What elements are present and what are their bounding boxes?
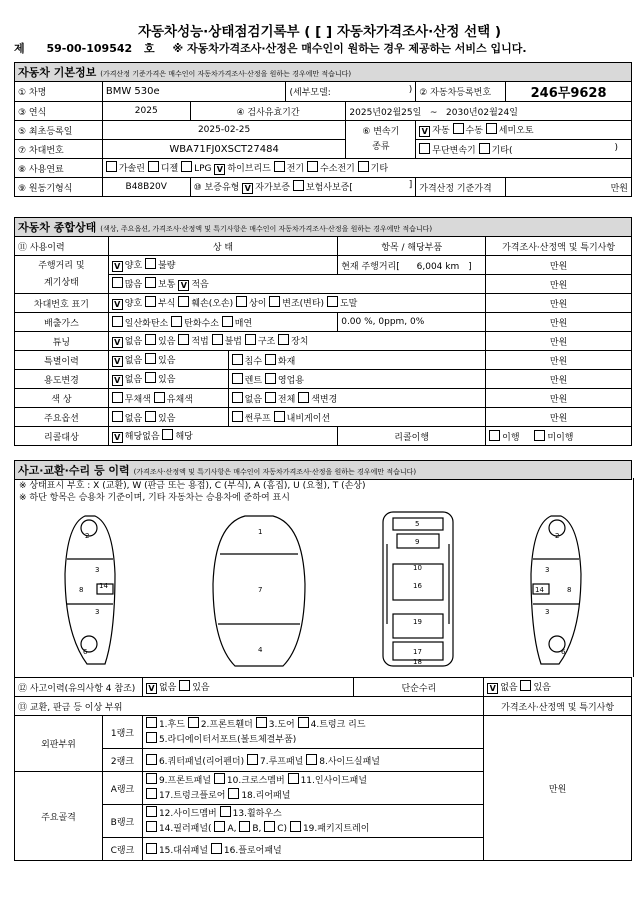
checkbox [154, 392, 165, 403]
col-history: ⑪ 사용이력 [15, 237, 109, 256]
warranty-options [190, 178, 416, 197]
svg-text:9: 9 [415, 538, 420, 546]
option-label: 4.트렁크 리드 [310, 720, 366, 730]
vin-label: ⑦ 차대번호 [15, 140, 103, 159]
option-label: 불량 [158, 261, 176, 271]
rankC-label: C랭크 [102, 838, 142, 861]
option-label: 16.플로어패널 [223, 845, 282, 856]
option-label: ⑩ 보증유형 [193, 183, 240, 193]
price-std-unit: 만원 [506, 178, 632, 197]
option-label: 무채색 [124, 394, 151, 405]
svg-text:3: 3 [95, 566, 100, 574]
option-label: 보통 [158, 280, 176, 290]
option-label: 기타 [370, 164, 389, 174]
option-label: 없음 [244, 394, 263, 405]
option-label: 1.후드 [158, 720, 185, 730]
svg-text:2: 2 [85, 532, 90, 540]
table-cell [108, 389, 228, 408]
option-label: C) [277, 824, 288, 834]
checkbox [145, 411, 156, 422]
option-label: 6,004 km [416, 261, 460, 272]
detail-model [286, 82, 416, 102]
option-label: 화재 [277, 356, 296, 367]
checkbox: V [112, 375, 123, 386]
validity-period [346, 102, 632, 121]
table-cell [108, 427, 337, 446]
overall-heading: 자동차 종합상태 (색상, 주요옵션, 가격조사·산정액 및 특기사항은 매수인이 자동차가격조사·산정을 원하는 경우에만 적습니다) [15, 218, 632, 237]
rank1-label: 1랭크 [102, 716, 142, 749]
color-label: 색 상 [15, 389, 109, 408]
option-label: 9.프론트패널 [158, 776, 212, 786]
option-label: 없음 [124, 356, 143, 366]
svg-text:2: 2 [555, 532, 560, 540]
checkbox [278, 334, 289, 345]
svg-text:6: 6 [561, 648, 566, 656]
checkbox [162, 429, 173, 440]
checkbox [232, 373, 243, 384]
table-cell [108, 313, 337, 332]
checkbox [247, 754, 258, 765]
checkbox [145, 277, 156, 288]
option-label: 14.필러패널( [158, 824, 212, 834]
option-label: 불법 [224, 337, 242, 347]
svg-text:8: 8 [79, 586, 84, 594]
option-label: 8.사이드실패널 [319, 756, 381, 767]
vin-mark-label: 차대번호 표기 [15, 294, 109, 313]
col-state: 상 태 [108, 237, 337, 256]
option-label: 적법 [191, 337, 209, 347]
table-cell [108, 275, 485, 294]
price-color: 만원 [486, 389, 632, 408]
option-label: 17.트렁크플로어 [158, 791, 226, 801]
usage-label: 용도변경 [15, 370, 109, 389]
first-reg-date: 2025-02-25 [102, 121, 346, 140]
checkbox [274, 161, 285, 172]
option-label: 있음 [192, 683, 210, 693]
svg-text:6: 6 [83, 648, 88, 656]
table-cell [228, 351, 485, 370]
table-cell [108, 408, 228, 427]
rankA-label: A랭크 [102, 772, 142, 805]
rank2-label: 2랭크 [102, 749, 142, 772]
checkbox [146, 773, 157, 784]
checkbox [298, 392, 309, 403]
checkbox: V [112, 432, 123, 443]
option-label: 기타( [491, 145, 513, 156]
price-options: 만원 [486, 408, 632, 427]
main-frame-label: 주요골격 [15, 772, 103, 861]
option-label: 일산화탄소 [124, 318, 169, 329]
option-label: 무단변속기 [432, 145, 476, 156]
checkbox [236, 296, 247, 307]
option-label: (세부모델: [289, 88, 331, 98]
vehicle-standard-note: ※ 하단 항목은 승용차 기준이며, 기타 자동차는 승용차에 준하여 표시 [19, 493, 290, 503]
option-label: 전체 [277, 394, 296, 405]
checkbox: V [178, 280, 189, 291]
option-label: ) [408, 85, 413, 95]
checkbox [146, 806, 157, 817]
option-label: 자동차 기본정보 [18, 66, 97, 79]
accident-price: 만원 [484, 716, 632, 861]
price-emission: 만원 [486, 313, 632, 332]
option-label: 양호 [124, 261, 143, 271]
option-label: 세미오토 [498, 126, 534, 136]
checkbox [327, 296, 338, 307]
option-label: 10.크로스멤버 [226, 776, 285, 786]
option-label: 상이 [249, 299, 267, 309]
svg-text:16: 16 [413, 582, 422, 590]
svg-text:3: 3 [545, 566, 550, 574]
checkbox [146, 717, 157, 728]
col-price: 가격조사·산정액 및 특기사항 [486, 237, 632, 256]
option-label: 있음 [158, 413, 176, 424]
table-cell [142, 772, 483, 805]
option-label: 도말 [339, 299, 358, 309]
checkbox: V [112, 337, 123, 348]
basic-info-table [14, 62, 632, 197]
overall-state-table [14, 217, 632, 446]
option-label: 15.대쉬패널 [158, 845, 209, 856]
checkbox [212, 334, 223, 345]
checkbox [293, 180, 304, 191]
accident-price-col: 가격조사·산정액 및 특기사항 [484, 697, 632, 716]
option-label: 보험사보증[ [305, 183, 353, 193]
option-label: 부식 [158, 299, 176, 309]
option-label: 미이행 [547, 432, 574, 443]
engine-label: ⑨ 원동기형식 [15, 178, 103, 197]
table-cell [142, 838, 483, 861]
current-mileage [338, 256, 486, 275]
car-left-side-icon [65, 516, 115, 664]
checkbox [534, 430, 545, 441]
option-label: A, [227, 824, 237, 834]
checkbox [222, 316, 233, 327]
checkbox [479, 143, 490, 154]
checkbox [290, 821, 301, 832]
option-label: 자동 [432, 126, 450, 136]
transmission-label: ⑥ 변속기 종류 [346, 121, 416, 159]
col-item: 항목 / 해당부품 [338, 237, 486, 256]
doc-no-suffix: 호 [144, 42, 155, 55]
checkbox [148, 161, 159, 172]
recall-done-label: 리콜이행 [338, 427, 486, 446]
option-label: 없음 [158, 683, 177, 693]
svg-text:3: 3 [545, 608, 550, 616]
checkbox [179, 680, 190, 691]
option-label: 적음 [191, 280, 209, 290]
checkbox [145, 258, 156, 269]
validity-label: ④ 검사유효기간 [190, 102, 346, 121]
vin: WBA71FJ0XSCT27484 [102, 140, 346, 159]
table-cell [142, 805, 483, 838]
option-label: 없음 [500, 683, 518, 693]
option-label: 유채색 [166, 394, 193, 405]
checkbox [211, 843, 222, 854]
checkbox [145, 372, 156, 383]
option-label: 있음 [158, 356, 176, 366]
checkbox: V [214, 164, 225, 175]
checkbox [269, 296, 280, 307]
option-label: 렌트 [244, 375, 263, 386]
option-label: 2030년02월24일 [446, 107, 518, 118]
car-name: BMW 530e [102, 82, 286, 102]
option-label: 없음 [124, 375, 143, 385]
table-cell [486, 427, 632, 446]
option-label: 있음 [158, 375, 176, 385]
option-label: 탄화수소 [184, 318, 219, 329]
special-label: 특별이력 [15, 351, 109, 370]
option-label: 수동 [465, 126, 483, 136]
accident-table [14, 677, 632, 861]
option-label: 자동차 종합상태 [18, 221, 97, 234]
checkbox [245, 334, 256, 345]
checkbox [106, 161, 117, 172]
simple-repair-label: 단순수리 [354, 678, 484, 697]
checkbox [112, 316, 123, 327]
checkbox [214, 773, 225, 784]
option-label: 있음 [533, 683, 551, 693]
price-tuning: 만원 [486, 332, 632, 351]
svg-text:19: 19 [413, 618, 422, 626]
svg-text:3: 3 [95, 608, 100, 616]
svg-text:4: 4 [258, 646, 263, 654]
checkbox [486, 123, 497, 134]
svg-text:1: 1 [258, 528, 263, 536]
option-label: 사고·교환·수리 등 이력 [18, 464, 130, 477]
table-cell [228, 408, 485, 427]
option-label: 침수 [244, 356, 263, 367]
status-symbol-note: ※ 상태표시 부호 : X (교환), W (판금 또는 용접), C (부식), A (흠집), U (요철), T (손상) [19, 481, 366, 491]
document-title: 자동차성능·상태점검기록부 ( [ ] 자동차가격조사·산정 선택 ) [137, 24, 502, 40]
svg-text:8: 8 [567, 586, 572, 594]
option-label: 해당 [175, 432, 193, 442]
table-cell [108, 332, 485, 351]
option-label: 양호 [124, 299, 143, 309]
checkbox [220, 806, 231, 817]
price-std-label: 가격산정 기준가격 [416, 178, 506, 197]
car-name-label: ① 차명 [15, 82, 103, 102]
checkbox [265, 373, 276, 384]
option-label: 11.인사이드패널 [300, 776, 368, 786]
option-label: 구조 [257, 337, 276, 347]
checkbox [146, 754, 157, 765]
transmission-options-1 [416, 121, 632, 140]
option-label: 12.사이드멤버 [158, 809, 217, 819]
checkbox [112, 277, 123, 288]
option-label: 색변경 [311, 394, 338, 405]
rankB-label: B랭크 [102, 805, 142, 838]
doc-no: 59-00-109542 [46, 42, 133, 55]
checkbox [181, 161, 192, 172]
option-label: 많음 [124, 280, 143, 290]
checkbox [232, 392, 243, 403]
svg-text:14: 14 [99, 582, 108, 590]
checkbox [232, 411, 243, 422]
price-usage: 만원 [486, 370, 632, 389]
checkbox: V [112, 356, 123, 367]
table-cell [228, 370, 485, 389]
checkbox [178, 296, 189, 307]
option-label: 3.도어 [268, 720, 295, 730]
option-label: ] [468, 261, 472, 272]
car-diagram-area [14, 478, 634, 677]
table-cell [108, 294, 485, 313]
table-cell [142, 716, 483, 749]
year: 2025 [102, 102, 190, 121]
svg-text:7: 7 [258, 586, 263, 594]
option-label: ] [408, 180, 413, 190]
svg-text:5: 5 [415, 520, 420, 528]
fuel-label: ⑧ 사용연료 [15, 159, 103, 178]
table-cell [108, 256, 337, 275]
option-label: 하이브리드 [227, 164, 271, 174]
checkbox [232, 354, 243, 365]
checkbox [146, 843, 157, 854]
option-label: 7.루프패널 [260, 756, 304, 767]
option-label: 매연 [234, 318, 253, 329]
svg-text:10: 10 [413, 564, 422, 572]
table-cell [108, 370, 228, 389]
checkbox [358, 161, 369, 172]
option-label: 있음 [158, 337, 176, 347]
table-cell [142, 749, 483, 772]
checkbox [145, 353, 156, 364]
svg-text:18: 18 [413, 658, 422, 666]
checkbox [453, 123, 464, 134]
table-cell [108, 351, 228, 370]
engine-type: B48B20V [102, 178, 190, 197]
option-label: 13.휠하우스 [232, 809, 282, 819]
option-label: ) [614, 142, 618, 153]
checkbox [265, 392, 276, 403]
option-label: 19.패키지트레이 [302, 824, 370, 834]
option-label: 2.프론트휀더 [200, 720, 253, 730]
checkbox [264, 821, 275, 832]
checkbox [146, 821, 157, 832]
option-label: LPG [194, 164, 212, 174]
checkbox: V [419, 126, 430, 137]
option-label: B, [252, 824, 262, 834]
year-label: ③ 연식 [15, 102, 103, 121]
svg-text:14: 14 [535, 586, 544, 594]
option-label: 전기 [286, 164, 305, 174]
checkbox [214, 821, 225, 832]
checkbox [145, 334, 156, 345]
option-label: 2025년02월25일 [349, 107, 422, 118]
checkbox [178, 334, 189, 345]
checkbox [146, 732, 157, 743]
price-mileage-amount: 만원 [486, 275, 632, 294]
option-label: 훼손(오손) [191, 299, 234, 309]
reg-no: 246무9628 [506, 82, 632, 102]
option-label: 이행 [502, 432, 520, 443]
option-label: 없음 [124, 337, 143, 347]
option-label: 수소전기 [320, 164, 355, 174]
option-label: 영업용 [277, 375, 305, 386]
checkbox [228, 788, 239, 799]
option-label: 가솔린 [118, 164, 145, 174]
price-vin: 만원 [486, 294, 632, 313]
mileage-label: 주행거리 및 계기상태 [15, 256, 109, 294]
option-label: 5.라디에이터서포트(볼트체결부품) [158, 735, 297, 745]
basic-info-heading: 자동차 기본정보 (가격산정 기준가격은 매수인이 자동차가격조사·산정을 원하는 경우에만 적습니다) [15, 63, 632, 82]
car-diagram [15, 504, 631, 674]
checkbox [520, 680, 531, 691]
option-label: ~ [429, 107, 438, 118]
doc-no-label: 제 [14, 42, 25, 55]
outer-panel-label: 외판부위 [15, 716, 103, 772]
checkbox [171, 316, 182, 327]
checkbox [489, 430, 500, 441]
accident-history-label: ⑫ 사고이력(유의사항 4 참조) [15, 678, 143, 697]
checkbox: V [487, 683, 498, 694]
options-label: 주요옵션 [15, 408, 109, 427]
table-cell [142, 678, 354, 697]
option-label: 변조(변타) [282, 299, 325, 309]
checkbox [112, 392, 123, 403]
option-label: 자가보증 [255, 183, 290, 193]
checkbox [307, 161, 318, 172]
accident-heading: 사고·교환·수리 등 이력 (가격조사·산정액 및 특기사항은 매수인이 자동차가격조사·산정을 원하는 경우에만 적습니다) [15, 461, 632, 480]
checkbox [419, 143, 430, 154]
service-notice: ※ 자동차가격조사·산정은 매수인이 원하는 경우 제공하는 서비스 입니다. [172, 42, 527, 55]
checkbox [239, 821, 250, 832]
option-label: 디젤 [160, 164, 179, 174]
svg-text:17: 17 [413, 648, 422, 656]
table-cell [484, 678, 632, 697]
option-label: 없음 [124, 413, 143, 424]
checkbox: V [242, 183, 253, 194]
checkbox: V [112, 299, 123, 310]
document-number-line [14, 40, 527, 56]
checkbox [112, 411, 123, 422]
price-special: 만원 [486, 351, 632, 370]
fuel-options [102, 159, 631, 178]
checkbox [256, 717, 267, 728]
checkbox [274, 411, 285, 422]
first-reg-label: ⑤ 최초등록일 [15, 121, 103, 140]
emission-values: 0.00 %, 0ppm, 0% [338, 313, 486, 332]
option-label: 해당없음 [124, 432, 160, 442]
option-label: 썬루프 [244, 413, 271, 424]
option-label: 장치 [291, 337, 309, 347]
checkbox: V [112, 261, 123, 272]
transmission-options-2 [416, 140, 632, 159]
checkbox [145, 296, 156, 307]
option-label: 현재 주행거리[ [341, 261, 400, 272]
checkbox [265, 354, 276, 365]
checkbox [306, 754, 317, 765]
emission-label: 배출가스 [15, 313, 109, 332]
checkbox [298, 717, 309, 728]
checkbox: V [146, 683, 157, 694]
recall-label: 리콜대상 [15, 427, 109, 446]
tuning-label: 튜닝 [15, 332, 109, 351]
checkbox [146, 788, 157, 799]
abnormal-parts-label: ⑬ 교환, 판금 등 이상 부위 [15, 697, 484, 716]
checkbox [188, 717, 199, 728]
option-label: 내비게이션 [286, 413, 331, 424]
reg-no-label: ② 자동차등록번호 [416, 82, 506, 102]
option-label: 6.쿼터패널(리어펜더) [158, 756, 245, 767]
option-label: 18.리어패널 [241, 791, 291, 801]
accident-heading-table [14, 460, 632, 480]
price-mileage: 만원 [486, 256, 632, 275]
table-cell [228, 389, 485, 408]
checkbox [288, 773, 299, 784]
